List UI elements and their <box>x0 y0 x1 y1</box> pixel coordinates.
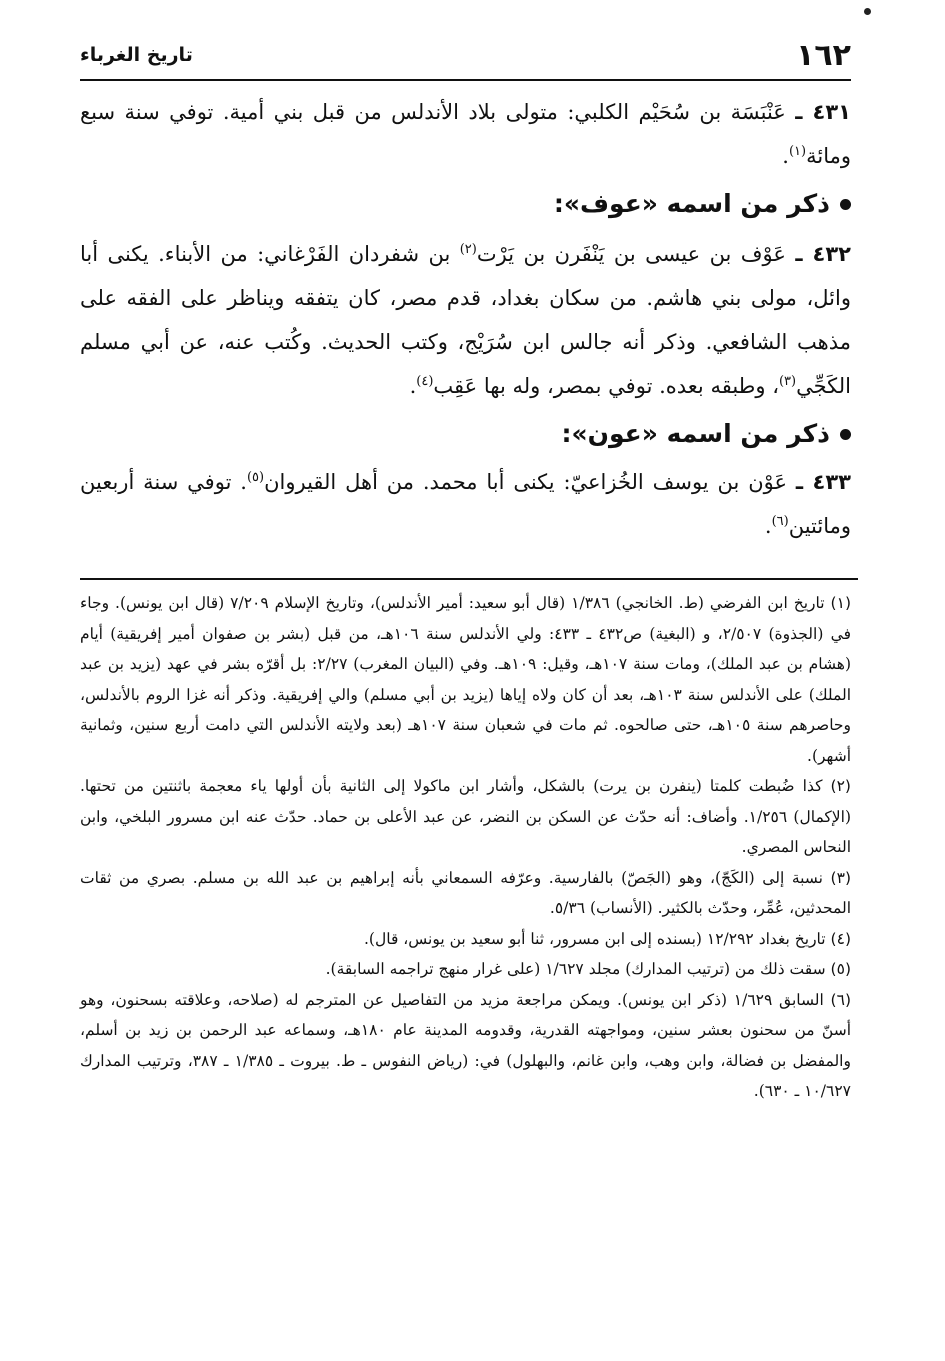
footnote-2 <box>80 771 851 863</box>
entry-text: ، وطبقه بعده. توفي بمصر، وله بها عَقِب <box>433 374 779 398</box>
entry-text: بن شفردان الفَرْغاني: من الأبناء. يكنى أبا وائل، مولى بني هاشم. من سكان بغداد، قدم مصر، كان يتفقه ويناظر على الفقه على مذهب الشافعي. وذكر أنه جالس ابن سُرَيْج، وكتب الحديث. وكُتب عنه، عن أبي مسلم الكَجِّي <box>80 242 851 398</box>
footnote-ref: (٢) <box>459 242 477 257</box>
footnote-6 <box>80 985 851 1107</box>
section-heading-awn <box>80 414 851 454</box>
running-title: تاريخ الغرباء <box>80 44 193 66</box>
footnote-3 <box>80 863 851 924</box>
footnote-number: (٥) <box>830 960 851 978</box>
footnote-ref: (٤) <box>416 374 434 389</box>
main-text <box>80 90 851 548</box>
footnote-text: نسبة إلى (الكَجّ)، وهو (الجَصّ) بالفارسية. وعرّفه السمعاني بأنه إبراهيم بن عبد الله بن مسلم. بصري من ثقات المحدثين، عُمِّر، وحدّث بالكثير. (الأنساب) ٥/٣٦. <box>80 868 851 917</box>
footnote-ref: (٥) <box>246 470 265 485</box>
footnote-text: سقت ذلك من (ترتيب المدارك) مجلد ١/٦٢٧ (على غرار منهج تراجمه السابقة). <box>325 960 826 978</box>
footnote-ref: (١) <box>788 144 807 159</box>
entry-number: ٤٣٣ ـ <box>795 470 851 494</box>
footnotes <box>80 588 851 1107</box>
footnote-number: (٣) <box>830 868 851 887</box>
entry-end: . <box>782 144 789 168</box>
footnote-ref: (٦) <box>771 514 789 529</box>
footnote-number: (١) <box>830 594 851 612</box>
entry-text: عَنْبَسَة بن سُحَيْم الكلبي: متولى بلاد الأندلس من قبل بني أمية. توفي سنة سبع ومائة <box>80 100 851 168</box>
footnote-text: السابق ١/٦٢٩ (ذكر ابن يونس). ويمكن مراجعة مزيد من التفاصيل عن المترجم له (صلاحه، وعلاقته بسحنون، وهو أسنّ من سحنون بعشر سنين، ومواجهته القدرية، وقدومه المدينة عام ١٨٠هـ، وسماعه عبد الرحمن بن زيد بن أسلم، والمفضل بن فضالة، وابن وهب، وابن غانم، والبهلول) في: (رياض النفوس ـ ط. بيروت ـ ١/٣٨٥ ـ ٣٨٧، وترتيب المدارك ١٠/٦٢٧ ـ ٦٣٠). <box>80 990 851 1100</box>
footnote-number: (٦) <box>830 990 851 1009</box>
footnote-text: تاريخ بغداد ١٢/٢٩٢ (بسنده إلى ابن مسرور، ثنا أبو سعيد بن يونس، قال). <box>363 929 826 948</box>
entry-number: ٤٣١ ـ <box>795 100 851 124</box>
entry-431 <box>80 90 851 178</box>
entry-text: عَوْف بن عيسى بن يَنْفَرن بن يَرْت <box>476 242 786 266</box>
entry-number: ٤٣٢ ـ <box>795 242 851 266</box>
footnote-number: (٤) <box>830 929 851 948</box>
footnote-number: (٢) <box>830 777 851 795</box>
section-label: ذكر من اسمه «عون»: <box>561 419 830 448</box>
header-rule <box>80 79 851 81</box>
page-number: ١٦٢ <box>796 38 851 73</box>
section-label: ذكر من اسمه «عوف»: <box>553 189 830 218</box>
entry-432 <box>80 232 851 408</box>
footnote-5 <box>80 954 851 985</box>
bullet-icon <box>840 429 851 440</box>
entry-433 <box>80 460 851 548</box>
entry-end: . <box>409 374 417 398</box>
entry-end: . <box>764 514 772 538</box>
footnote-text: تاريخ ابن الفرضي (ط. الخانجي) ١/٣٨٦ (قال أبو سعيد: أمير الأندلس)، وتاريخ الإسلام ٧/٢٠٩ (قال ابن يونس). وجاء في (الجذوة) ٢/٥٠٧، و (البغية) ص٤٣٢ ـ ٤٣٣: ولي الأندلس سنة ١٠٦هـ، من قبل (بشر بن صفوان أمير إفريقية) أيام (هشام بن عبد الملك)، ومات سنة ١٠٧هـ، وقيل: ١٠٩هـ. وفي (البيان المغرب) ٢/٢٧: بل أقرّه بشر في عهد (يزيد بن عبد الملك) على الأندلس سنة ١٠٣هـ، بعد أن كان ولاه إياها (يزيد بن أبي مسلم) والي إفريقية. وذكر أنه غزا الروم بالأندلس، وحاصرهم سنة ١٠٥هـ، حتى صالحوه. ثم مات في شعبان سنة ١٠٧هـ (بعد ولايته الأندلس التي دامت أربع سنين، وثمانية أشهر). <box>80 594 852 765</box>
footnote-1 <box>80 588 851 771</box>
entry-text: . توفي سنة أربعين ومائتين <box>80 470 851 538</box>
bullet-icon <box>840 199 851 210</box>
section-heading-awf <box>80 184 851 224</box>
entry-text: عَوْن بن يوسف الخُزاعيّ: يكنى أبا محمد. من أهل القيروان <box>264 470 787 494</box>
footnote-4 <box>80 924 851 955</box>
corner-dot-mark <box>864 8 871 15</box>
footnote-text: كذا ضُبطت كلمتا (ينفرن بن يرت) بالشكل، وأشار ابن ماكولا إلى الثانية بأن أولها ياء معجمة باثنتين من تحتها. (الإكمال) ١/٢٥٦. وأضاف: أنه حدّث عن السكن بن النضر، عن عبد الأعلى بن حماد. حدّث عنه ابن مسرور البلخي، وابن النحاس المصري. <box>80 777 851 856</box>
page-header <box>80 38 851 76</box>
footnote-ref: (٣) <box>778 374 797 389</box>
footnote-rule <box>80 578 858 580</box>
